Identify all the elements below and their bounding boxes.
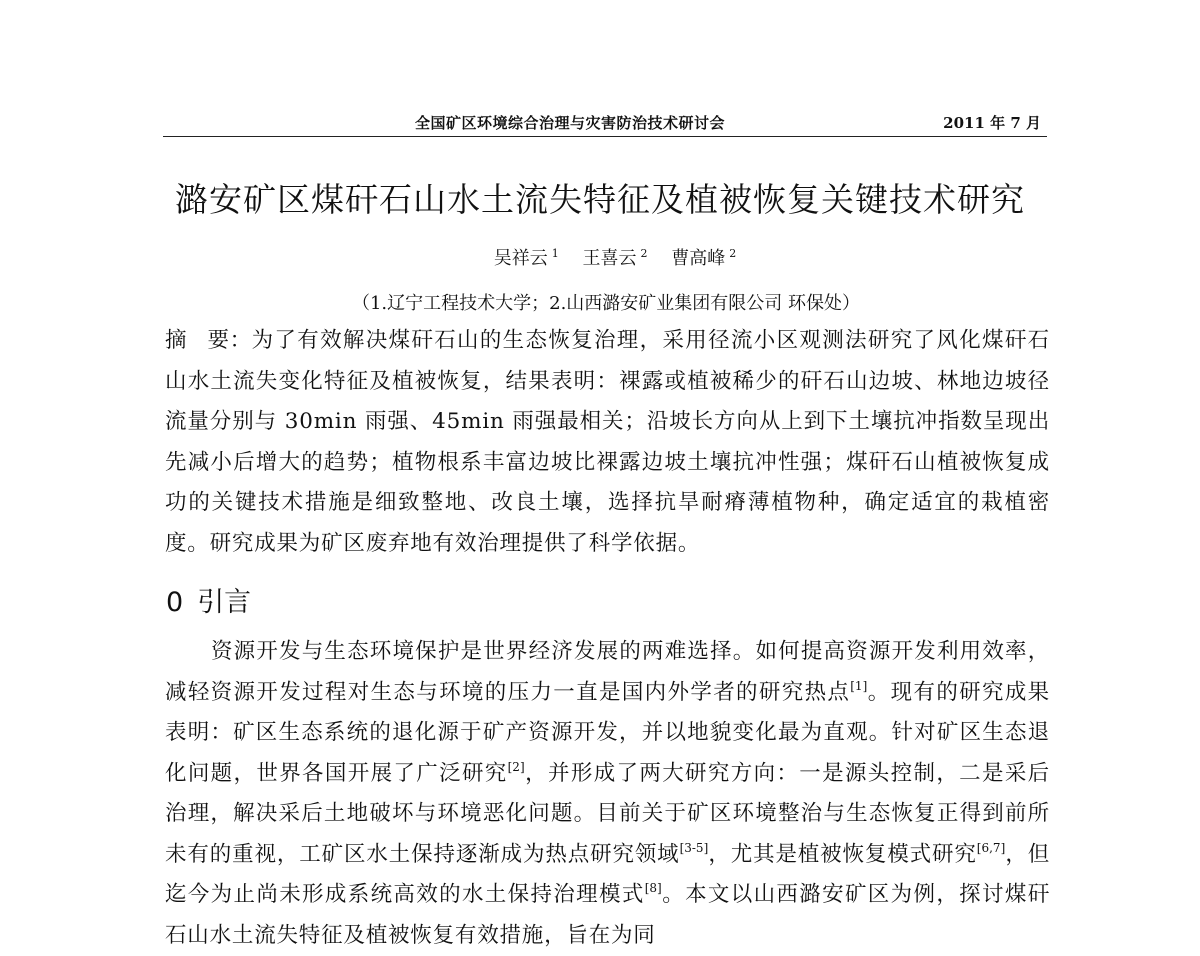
citation: [1] — [850, 678, 868, 693]
running-header — [163, 108, 1047, 137]
author: 曹高峰 $^2$ — [671, 247, 737, 269]
author-list — [0, 244, 1200, 270]
citation: [8] — [644, 881, 662, 895]
citation: [2] — [507, 759, 525, 774]
abstract-label: 摘 要： — [165, 328, 252, 353]
abstract-text: 为了有效解决煤矸石山的生态恢复治理，采用径流小区观测法研究了风化煤矸石山水土流失变化特征及植被恢复，结果表明：裸露或植被稀少的矸石山边坡、林地边坡径流量分别与 30min 雨强、45min 雨强最相关；沿坡长方向从上到下土壤抗冲指数呈现出先减小后增大的趋势；植物根系丰富边坡比裸露边坡土壤抗冲性强；煤矸石山植被恢复成功的关键技术措施是细致整地、改良土壤，选择抗旱耐瘠薄植物种，确定适宜的栽植密度。研究成果为矿区废弃地有效治理提供了科学依据。 — [165, 328, 1050, 556]
section-title-text: 引言 — [197, 587, 252, 618]
citation: [6,7] — [976, 840, 1006, 855]
abstract — [165, 321, 1050, 564]
conference-name: 全国矿区环境综合治理与灾害防治技术研讨会 — [415, 114, 726, 132]
section-number: 0 — [166, 587, 184, 618]
section-heading — [166, 580, 251, 619]
author: 吴祥云 $^1$ — [493, 247, 559, 269]
paper-title: 潞安矿区煤矸石山水土流失特征及植被恢复关键技术研究 — [175, 180, 1025, 219]
intro-paragraph: 资源开发与生态环境保护是世界经济发展的两难选择。如何提高资源开发利用效率，减轻资源开发过程对生态与环境的压力一直是国内外学者的研究热点[1]。现有的研究成果表明：矿区生态系统的退化源于矿产资源开发，并以地貌变化最为直观。针对矿区生态退化问题，世界各国开展了广泛研究[2]，并形成了两大研究方向：一是源头控制，二是采后治理，解决采后土地破坏与环境恶化问题。目前关于矿区环境整治与生态恢复正得到前所未有的重视，工矿区水土保持逐渐成为热点研究领域[3-5]，尤其是植被恢复模式研究[6,7]，但迄今为止尚未形成系统高效的水土保持治理模式[8]。本文以山西潞安矿区为例，探讨煤矸石山水土流失特征及植被恢复有效措施，旨在为同 — [165, 639, 1050, 948]
author: 王喜云 $^2$ — [582, 247, 648, 269]
affiliations: （1.辽宁工程技术大学；2.山西潞安矿业集团有限公司 环保处） — [351, 293, 861, 314]
header-date: 2011 年 7 月 — [943, 114, 1041, 132]
citation: [3-5] — [679, 840, 709, 855]
